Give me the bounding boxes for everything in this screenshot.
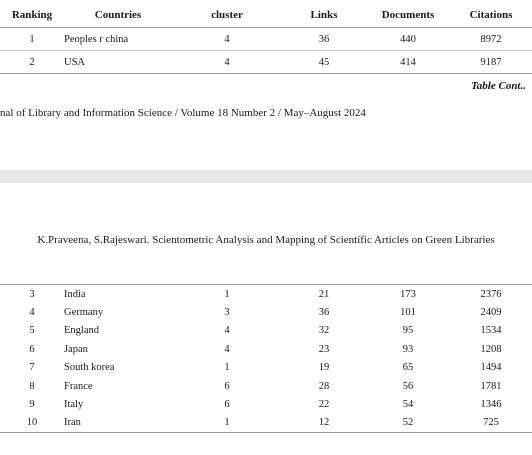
header-countries: Countries: [64, 3, 172, 28]
cell-cluster: 4: [224, 343, 230, 355]
cell-rank: 3: [29, 288, 35, 300]
cell-country: Germany: [64, 307, 104, 319]
cell-citations: 9187: [450, 51, 532, 74]
countries-table-part-1: [0, 3, 532, 74]
header-citations: Citations: [450, 3, 532, 28]
cell-citations: 1534: [480, 325, 502, 337]
cell-rank: 8: [29, 380, 35, 392]
cell-documents: 56: [402, 380, 414, 392]
cell-rank: 6: [29, 343, 35, 355]
cell-cluster: 6: [224, 380, 230, 392]
cell-cluster: 4: [172, 28, 282, 51]
cell-citations: 1346: [480, 399, 502, 411]
cell-country: USA: [64, 51, 172, 74]
cell-links: 45: [282, 51, 366, 74]
cell-citations: 1208: [480, 343, 502, 355]
cell-country: Iran: [64, 414, 172, 433]
cell-citations: 1494: [480, 362, 502, 374]
header-links: Links: [282, 3, 366, 28]
cell-documents: 440: [366, 28, 450, 51]
table-header-row: [0, 3, 532, 28]
cell-cluster: 6: [224, 399, 230, 411]
cell-links: 23: [318, 343, 330, 355]
countries-table-part-2: [0, 284, 532, 433]
table-row: [0, 51, 532, 74]
table-continuation-note: Table Cont..: [471, 80, 526, 92]
cell-documents: 65: [402, 362, 414, 374]
cell-cluster: 3: [224, 307, 230, 319]
cell-country: Japan: [64, 343, 88, 355]
journal-footer: nal of Library and Information Science / Volume 18 Number 2 / May–August 2024: [0, 107, 366, 119]
cell-rank: 4: [29, 307, 35, 319]
cell-citations: 8972: [450, 28, 532, 51]
table-row: [0, 285, 532, 304]
cell-links: 28: [318, 380, 330, 392]
cell-country: England: [64, 325, 99, 337]
cell-links: 32: [318, 325, 330, 337]
cell-rank: 10: [0, 414, 64, 433]
header-ranking: Ranking: [0, 3, 64, 28]
cell-country: South korea: [64, 362, 115, 374]
cell-rank: 7: [29, 362, 35, 374]
table-row: [0, 377, 532, 395]
cell-country: Italy: [64, 399, 84, 411]
cell-documents: 414: [366, 51, 450, 74]
cell-cluster: 4: [172, 51, 282, 74]
table-row: [0, 359, 532, 377]
cell-country: France: [64, 380, 93, 392]
table-row: [0, 28, 532, 51]
cell-documents: 52: [366, 414, 450, 433]
cell-cluster: 1: [224, 362, 230, 374]
cell-cluster: 1: [224, 288, 230, 300]
header-cluster: cluster: [172, 3, 282, 28]
cell-links: 36: [318, 307, 330, 319]
cell-citations: 1781: [480, 380, 502, 392]
table-row: [0, 303, 532, 321]
cell-links: 22: [318, 399, 330, 411]
cell-documents: 93: [402, 343, 414, 355]
header-documents: Documents: [366, 3, 450, 28]
cell-links: 19: [318, 362, 330, 374]
cell-cluster: 4: [224, 325, 230, 337]
cell-links: 21: [318, 288, 330, 300]
cell-links: 12: [282, 414, 366, 433]
cell-documents: 173: [400, 288, 416, 300]
page-break-divider: [0, 170, 532, 183]
cell-citations: 725: [450, 414, 532, 433]
cell-documents: 54: [402, 399, 414, 411]
cell-rank: 5: [29, 325, 35, 337]
cell-rank: 1: [0, 28, 64, 51]
cell-rank: 9: [29, 399, 35, 411]
cell-country: Peoples r china: [64, 28, 172, 51]
cell-rank: 2: [0, 51, 64, 74]
cell-links: 36: [282, 28, 366, 51]
cell-documents: 95: [402, 325, 414, 337]
cell-citations: 2376: [480, 288, 502, 300]
cell-documents: 101: [400, 307, 416, 319]
table-row: [0, 395, 532, 413]
cell-country: India: [64, 288, 86, 300]
table-row: [0, 322, 532, 340]
table-row: [0, 340, 532, 358]
cell-cluster: 1: [172, 414, 282, 433]
cell-citations: 2409: [480, 307, 502, 319]
table-row: [0, 414, 532, 433]
running-header: K.Praveena, S.Rajeswari. Scientometric Analysis and Mapping of Scientific Articles on Green Libraries: [37, 234, 495, 246]
